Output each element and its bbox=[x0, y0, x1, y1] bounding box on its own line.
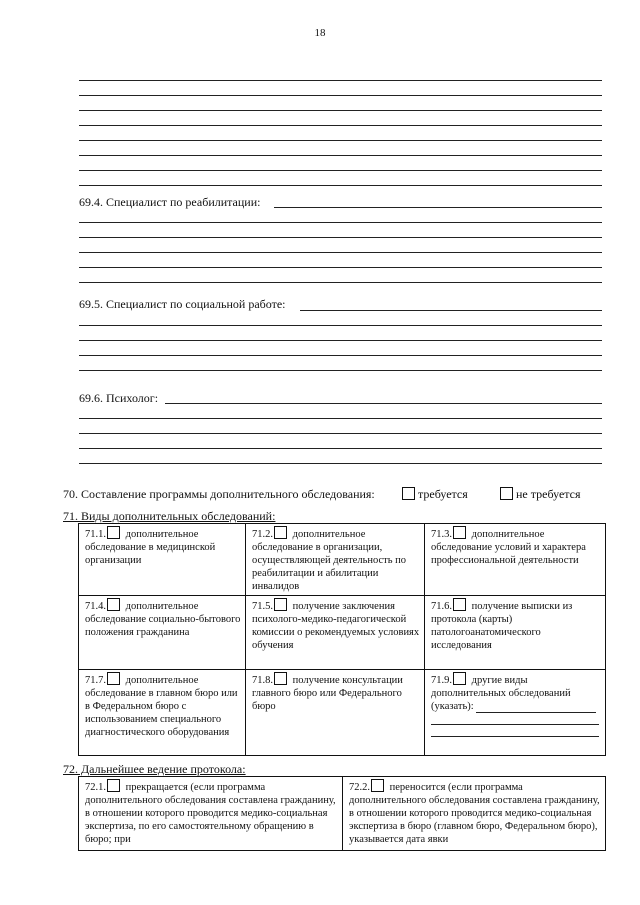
exam-type-checkbox[interactable] bbox=[274, 672, 287, 685]
exam-type-number: 71.5. bbox=[252, 601, 273, 612]
other-exam-line[interactable] bbox=[431, 724, 599, 725]
exam-type-text: дополнительное обследование социально-бытового положения гражданина bbox=[85, 601, 241, 638]
exam-type-checkbox[interactable] bbox=[453, 526, 466, 539]
protocol-option-number: 72.2. bbox=[349, 782, 370, 793]
required-checkbox[interactable] bbox=[402, 487, 415, 500]
protocol-option-text: прекращается (если программа дополнительного обследования составлена гражданину, в отношении которого проводится медико-социальная экспертиза, по его самостоятельному обращению в бюро; при bbox=[85, 782, 336, 845]
exam-type-text: получение заключения психолого-медико-педагогической комиссии о рекомендуемых условиях обучения bbox=[252, 601, 420, 651]
social-worker-field[interactable] bbox=[300, 310, 602, 311]
exam-type-number: 71.4. bbox=[85, 601, 106, 612]
protocol-option-cell[interactable] bbox=[343, 777, 606, 851]
exam-type-checkbox[interactable] bbox=[453, 672, 466, 685]
protocol-continuation-table bbox=[78, 776, 606, 851]
exam-type-cell[interactable] bbox=[246, 524, 425, 596]
exam-type-text: дополнительное обследование условий и характера профессиональной деятельности bbox=[431, 529, 586, 566]
exam-type-number: 71.3. bbox=[431, 529, 452, 540]
exam-type-checkbox[interactable] bbox=[453, 598, 466, 611]
exam-type-number: 71.1. bbox=[85, 529, 106, 540]
other-exam-specify-field[interactable] bbox=[476, 702, 596, 713]
exam-type-cell[interactable] bbox=[246, 596, 425, 670]
exam-type-number: 71.8. bbox=[252, 675, 273, 686]
exam-type-cell[interactable] bbox=[425, 596, 606, 670]
protocol-option-number: 72.1. bbox=[85, 782, 106, 793]
rehab-specialist-field[interactable] bbox=[274, 207, 602, 208]
additional-exam-program-question: 70. Составление программы дополнительного обследования: bbox=[63, 487, 375, 501]
option-required-label: требуется bbox=[418, 487, 468, 501]
rehab-specialist-label: 69.4. Специалист по реабилитации: bbox=[79, 195, 261, 209]
option-not-required[interactable] bbox=[500, 487, 581, 501]
protocol-option-text: переносится (если программа дополнительного обследования составлена гражданину, в отношении которого проводится медико-социальная экспертиза в бюро (главном бюро, Федеральном бюро), указывается дата явки bbox=[349, 782, 600, 845]
exam-type-checkbox[interactable] bbox=[107, 526, 120, 539]
exam-type-cell[interactable] bbox=[425, 670, 606, 756]
exam-type-checkbox[interactable] bbox=[107, 672, 120, 685]
exam-type-cell[interactable] bbox=[79, 670, 246, 756]
exam-type-text: дополнительное обследование в главном бюро или в Федеральном бюро с использованием специального диагностического оборудования bbox=[85, 675, 238, 738]
exam-type-checkbox[interactable] bbox=[274, 598, 287, 611]
exam-type-cell[interactable] bbox=[79, 524, 246, 596]
protocol-option-cell[interactable] bbox=[79, 777, 343, 851]
exam-type-number: 71.6. bbox=[431, 601, 452, 612]
exam-type-number: 71.2. bbox=[252, 529, 273, 540]
exam-type-text: получение консультации главного бюро или Федерального бюро bbox=[252, 675, 403, 712]
protocol-continuation-title: 72. Дальнейшее ведение протокола: bbox=[63, 762, 246, 776]
psychologist-label: 69.6. Психолог: bbox=[79, 391, 159, 405]
page-number: 18 bbox=[314, 27, 326, 39]
social-worker-label: 69.5. Специалист по социальной работе: bbox=[79, 297, 286, 311]
exam-type-cell[interactable] bbox=[425, 524, 606, 596]
exam-type-number: 71.7. bbox=[85, 675, 106, 686]
option-required[interactable] bbox=[402, 487, 468, 501]
exam-type-checkbox[interactable] bbox=[107, 598, 120, 611]
exam-type-text: другие виды дополнительных обследований (указать): bbox=[431, 675, 571, 712]
exam-type-cell[interactable] bbox=[246, 670, 425, 756]
protocol-option-checkbox[interactable] bbox=[371, 779, 384, 792]
exam-type-text: дополнительное обследование в организации, осуществляющей деятельность по реабилитации и абилитации инвалидов bbox=[252, 529, 407, 592]
additional-exam-types-title: 71. Виды дополнительных обследований: bbox=[63, 509, 276, 523]
exam-type-checkbox[interactable] bbox=[274, 526, 287, 539]
option-not-required-label: не требуется bbox=[516, 487, 581, 501]
exam-type-cell[interactable] bbox=[79, 596, 246, 670]
exam-type-text: получение выписки из протокола (карты) патологоанатомического исследования bbox=[431, 601, 573, 651]
not-required-checkbox[interactable] bbox=[500, 487, 513, 500]
other-exam-line[interactable] bbox=[431, 736, 599, 737]
exam-type-number: 71.9. bbox=[431, 675, 452, 686]
exam-type-text: дополнительное обследование в медицинской организации bbox=[85, 529, 216, 566]
psychologist-field[interactable] bbox=[165, 403, 602, 404]
protocol-option-checkbox[interactable] bbox=[107, 779, 120, 792]
additional-exam-types-table bbox=[78, 523, 606, 756]
